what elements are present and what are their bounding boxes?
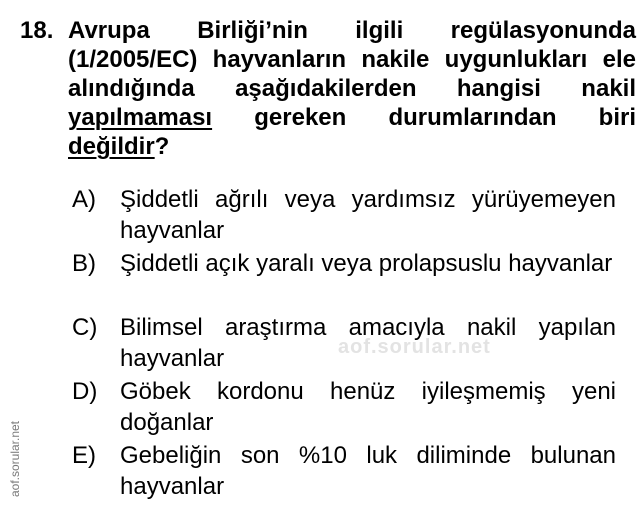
question-text xyxy=(68,16,636,161)
option-e-letter: E) xyxy=(72,442,96,469)
option-d-letter: D) xyxy=(72,378,98,405)
option-a-text: Şiddetli ağrılı veya yardımsız yürüyemeyen hayvanlar xyxy=(120,186,616,244)
watermark-side: aof.sorular.net xyxy=(8,420,22,498)
option-a-letter: A) xyxy=(72,186,96,213)
option-c[interactable] xyxy=(72,312,620,376)
option-c-text: Bilimsel araştırma amacıyla nakil yapılan hayvanlar xyxy=(120,314,616,372)
watermark-center: aof.sorular.net xyxy=(338,336,491,358)
option-b-letter: B) xyxy=(72,250,96,277)
option-b[interactable] xyxy=(72,248,620,312)
question-text-part1: Avrupa Birliği’nin ilgili regülasyonunda (1/2005/EC) hayvanların nakile uygunlukları ele alındığında aşağıdakilerden hangisi nakil xyxy=(68,17,636,102)
option-c-letter: C) xyxy=(72,314,98,341)
option-e[interactable] xyxy=(72,440,620,504)
question-text-part2: gereken durumlarından biri xyxy=(212,104,636,131)
option-e-text: Gebeliğin son %10 luk diliminde bulunan hayvanlar xyxy=(120,442,616,500)
option-d-text: Göbek kordonu henüz iyileşmemiş yeni doğanlar xyxy=(120,378,616,436)
answer-options xyxy=(72,184,620,504)
option-d[interactable] xyxy=(72,376,620,440)
question-number: 18. xyxy=(20,17,54,44)
question-underline-is-not: değildir xyxy=(68,133,155,160)
question-underline-not-done: yapılmaması xyxy=(68,104,213,131)
option-b-text: Şiddetli açık yaralı veya prolapsuslu hayvanlar xyxy=(120,250,613,277)
question-mark: ? xyxy=(154,133,170,160)
option-a[interactable] xyxy=(72,184,620,248)
